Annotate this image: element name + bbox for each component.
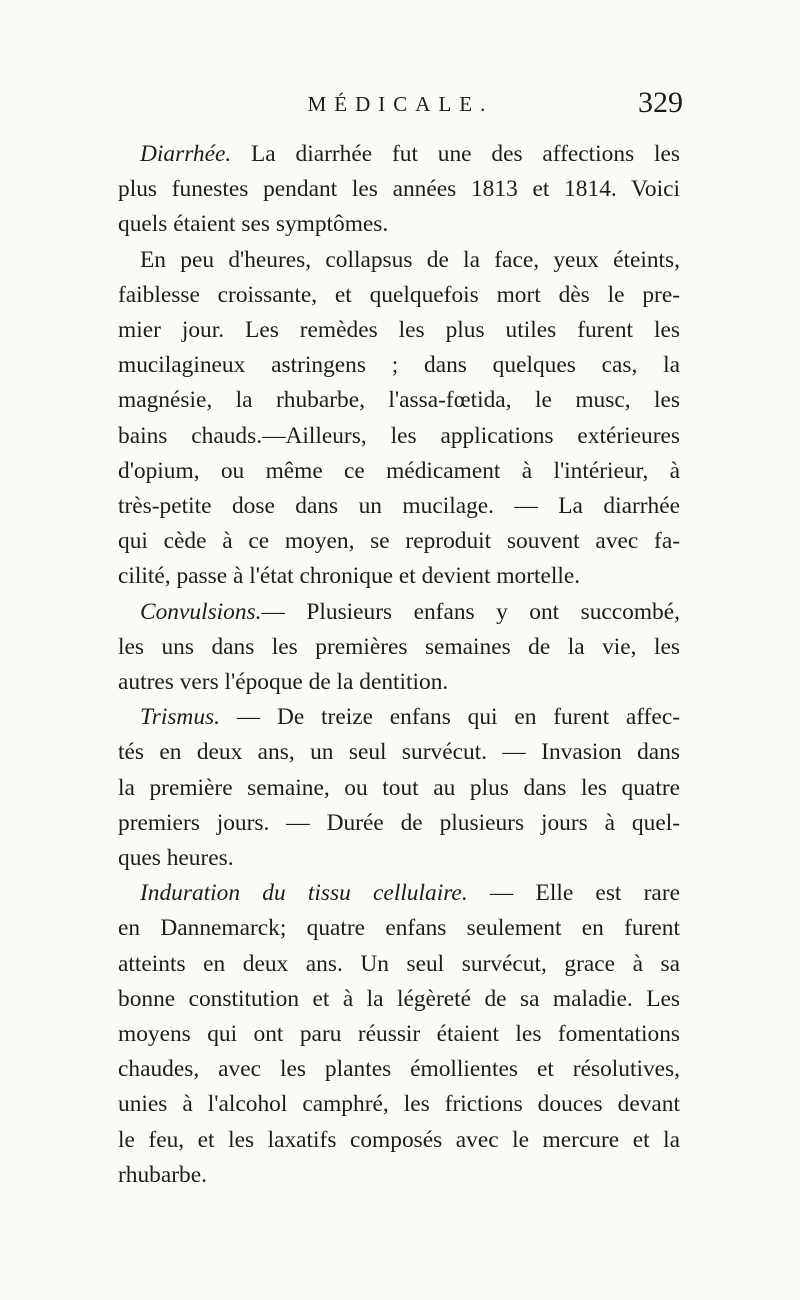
text-line: autres vers l'époque de la dentition.	[118, 669, 449, 696]
text-line: chaudes, avec les plantes émollientes et résolutives,	[118, 1056, 680, 1083]
section-heading-trismus: Trismus.	[140, 704, 220, 731]
text-line: En peu d'heures, collapsus de la face, yeux éteints,	[140, 246, 680, 273]
text-line: faiblesse croissante, et quelquefois mort dès le pre-	[118, 281, 680, 308]
text-line: d'opium, ou même ce médicament à l'intérieur, à	[118, 457, 680, 484]
text-line: la première semaine, ou tout au plus dans les quatre	[118, 774, 680, 801]
text-line	[118, 595, 680, 630]
text-line: qui cède à ce moyen, se reproduit souvent avec fa-	[118, 528, 680, 555]
text-line: cilité, passe à l'état chronique et devient mortelle.	[118, 563, 581, 590]
text-line: le feu, et les laxatifs composés avec le mercure et la	[118, 1126, 680, 1153]
text-line: moyens qui ont paru réussir étaient les fomentations	[118, 1021, 680, 1048]
body-text	[118, 137, 680, 1193]
line-text: — De treize enfans qui en furent affec-	[219, 704, 680, 731]
text-line: quels étaient ses symptômes.	[118, 211, 389, 238]
text-line: bonne constitution et à la légèreté de sa maladie. Les	[118, 985, 680, 1012]
text-line: unies à l'alcohol camphré, les frictions douces devant	[118, 1091, 680, 1118]
text-line: plus funestes pendant les années 1813 et 1814. Voici	[118, 176, 680, 203]
text-line: premiers jours. — Durée de plusieurs jours à quel-	[118, 809, 680, 836]
text-line: rhubarbe.	[118, 1161, 207, 1188]
text-line: mucilagineux astringens ; dans quelques cas, la	[118, 352, 680, 379]
section-heading-induration: Induration du tissu cellulaire.	[140, 880, 468, 907]
text-line	[118, 137, 680, 172]
text-line: tés en deux ans, un seul survécut. — Invasion dans	[118, 739, 680, 766]
running-title: MÉDICALE.	[307, 92, 494, 116]
page-number: 329	[638, 86, 683, 119]
text-line: très-petite dose dans un mucilage. — La diarrhée	[118, 493, 680, 520]
text-line: mier jour. Les remèdes les plus utiles furent les	[118, 317, 680, 344]
section-heading-convulsions: Convulsions.	[140, 598, 262, 625]
line-text: — Plusieurs enfans y ont succombé,	[261, 598, 680, 625]
text-line: atteints en deux ans. Un seul survécut, grace à sa	[118, 950, 680, 977]
text-line: ques heures.	[118, 845, 234, 872]
text-line	[118, 876, 680, 911]
text-line: en Dannemarck; quatre enfans seulement en furent	[118, 915, 680, 942]
line-text: — Elle est rare	[467, 880, 680, 907]
text-line: les uns dans les premières semaines de la vie, les	[118, 633, 680, 660]
text-line	[118, 700, 680, 735]
text-line: bains chauds.—Ailleurs, les applications extérieures	[118, 422, 680, 449]
text-line: magnésie, la rhubarbe, l'assa-fœtida, le musc, les	[118, 387, 680, 414]
page-header	[118, 86, 683, 132]
section-heading-diarrhee: Diarrhée.	[140, 141, 232, 167]
line-text: La diarrhée fut une des affections les	[231, 141, 680, 167]
